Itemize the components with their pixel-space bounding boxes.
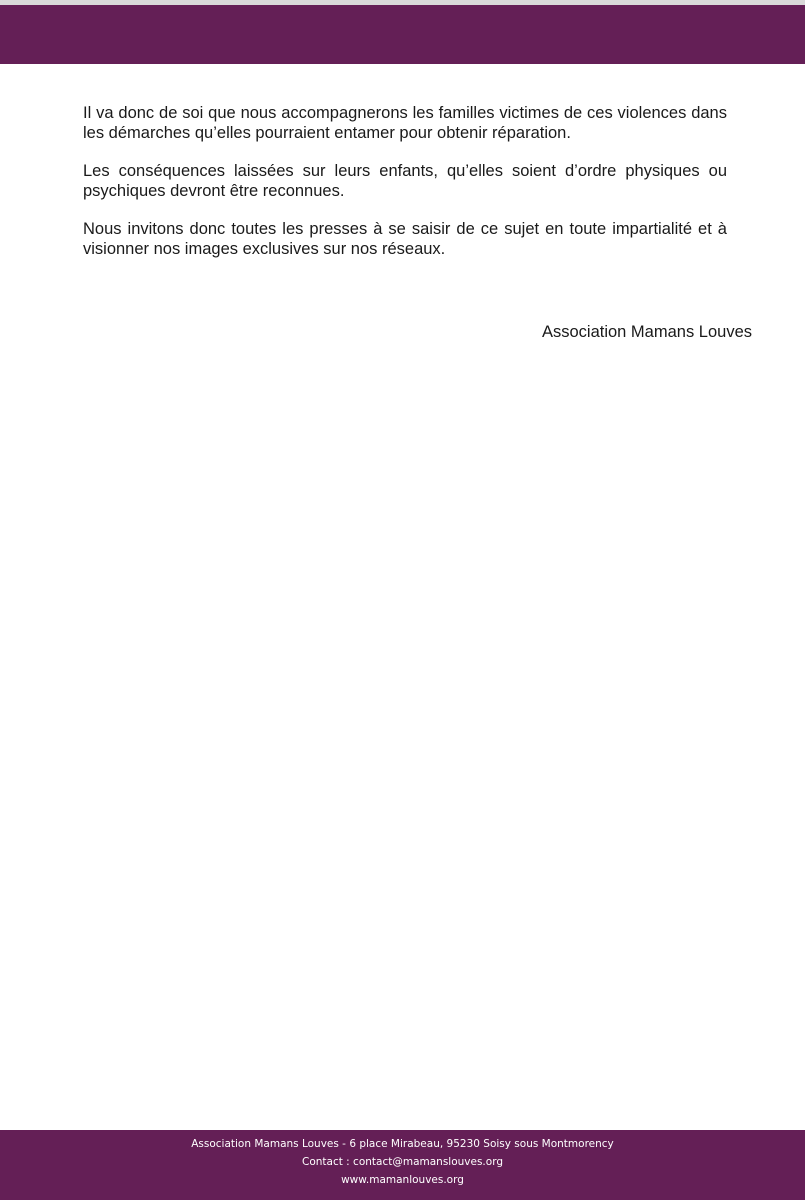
footer-website: www.mamanlouves.org bbox=[341, 1174, 464, 1186]
body-text bbox=[83, 103, 727, 277]
paragraph-2: Les conséquences laissées sur leurs enfants, qu’elles soient d’ordre physiques ou psychiques devront être reconnues. bbox=[83, 162, 727, 200]
footer-contact: Contact : contact@mamanslouves.org bbox=[301, 1156, 503, 1168]
paragraph-1: Il va donc de soi que nous accompagnerons les familles victimes de ces violences dans les démarches qu’elles pourraient entamer pour obtenir réparation. bbox=[83, 104, 727, 142]
paragraph-3: Nous invitons donc toutes les presses à se saisir de ce sujet en toute impartialité et à visionner nos images exclusives sur nos réseaux. bbox=[83, 220, 727, 258]
signature: Association Mamans Louves bbox=[541, 323, 752, 341]
footer-band bbox=[0, 1130, 805, 1200]
header-band bbox=[0, 5, 805, 64]
footer-address: Association Mamans Louves - 6 place Mirabeau, 95230 Soisy sous Montmorency bbox=[191, 1138, 614, 1150]
